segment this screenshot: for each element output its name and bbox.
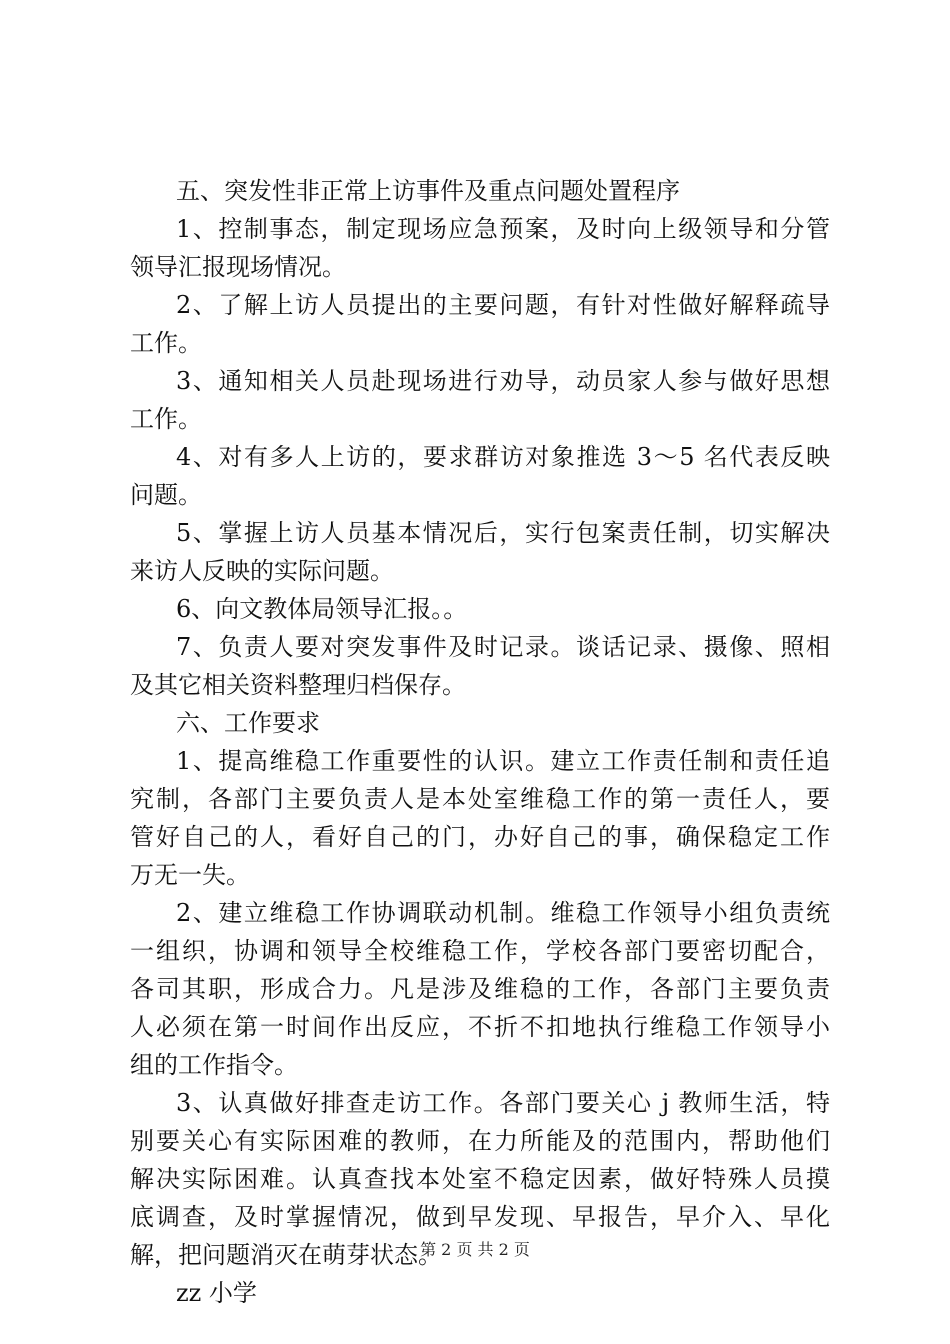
paragraph-line: 解，把问题消灭在萌芽状态。 bbox=[130, 1241, 442, 1269]
paragraph-line: 管好自己的人，看好自己的门，办好自己的事，确保稳定工作 bbox=[130, 823, 830, 851]
paragraph-line: 2、建立维稳工作协调联动机制。维稳工作领导小组负责统 bbox=[176, 899, 830, 927]
paragraph-line: 问题。 bbox=[130, 481, 202, 509]
paragraph-line: 1、提高维稳工作重要性的认识。建立工作责任制和责任追 bbox=[176, 747, 830, 775]
paragraph-line: 领导汇报现场情况。 bbox=[130, 253, 346, 281]
paragraph-line: 六、工作要求 bbox=[176, 709, 320, 737]
paragraph-line: 一组织，协调和领导全校维稳工作，学校各部门要密切配合， bbox=[130, 937, 830, 965]
paragraph-line: 解决实际困难。认真查找本处室不稳定因素，做好特殊人员摸 bbox=[130, 1165, 830, 1193]
paragraph-line: 底调查，及时掌握情况，做到早发现、早报告，早介入、早化 bbox=[130, 1203, 830, 1231]
paragraph-line: 来访人反映的实际问题。 bbox=[130, 557, 394, 585]
paragraph-line: 各司其职，形成合力。凡是涉及维稳的工作，各部门主要负责 bbox=[130, 975, 830, 1003]
paragraph-line: 3、通知相关人员赴现场进行劝导，动员家人参与做好思想 bbox=[176, 367, 830, 395]
paragraph-line: 究制，各部门主要负责人是本处室维稳工作的第一责任人，要 bbox=[130, 785, 830, 813]
paragraph-line: 1、控制事态，制定现场应急预案，及时向上级领导和分管 bbox=[176, 215, 830, 243]
paragraph-line: 工作。 bbox=[130, 405, 202, 433]
paragraph-line: 4、对有多人上访的，要求群访对象推选 3～5 名代表反映 bbox=[176, 443, 830, 471]
paragraph-line: 5、掌握上访人员基本情况后，实行包案责任制，切实解决 bbox=[176, 519, 830, 547]
paragraph-line: 组的工作指令。 bbox=[130, 1051, 298, 1079]
paragraph-line: 别要关心有实际困难的教师，在力所能及的范围内，帮助他们 bbox=[130, 1127, 830, 1155]
paragraph-line: 2、了解上访人员提出的主要问题，有针对性做好解释疏导 bbox=[176, 291, 830, 319]
paragraph-line: 3、认真做好排查走访工作。各部门要关心 j 教师生活，特 bbox=[176, 1089, 830, 1117]
paragraph-line: zz 小学 bbox=[176, 1279, 257, 1307]
paragraph-line: 7、负责人要对突发事件及时记录。谈话记录、摄像、照相 bbox=[176, 633, 830, 661]
paragraph-line: 6、向文教体局领导汇报。。 bbox=[176, 595, 468, 623]
paragraph-line: 五、突发性非正常上访事件及重点问题处置程序 bbox=[176, 177, 680, 205]
page-footer: 第 2 页 共 2 页 bbox=[420, 1240, 530, 1259]
document-body bbox=[130, 172, 830, 1312]
paragraph-line: 人必须在第一时间作出反应，不折不扣地执行维稳工作领导小 bbox=[130, 1013, 830, 1041]
paragraph-line: 及其它相关资料整理归档保存。 bbox=[130, 671, 466, 699]
paragraph-line: 工作。 bbox=[130, 329, 202, 357]
paragraph-line: 万无一失。 bbox=[130, 861, 250, 889]
